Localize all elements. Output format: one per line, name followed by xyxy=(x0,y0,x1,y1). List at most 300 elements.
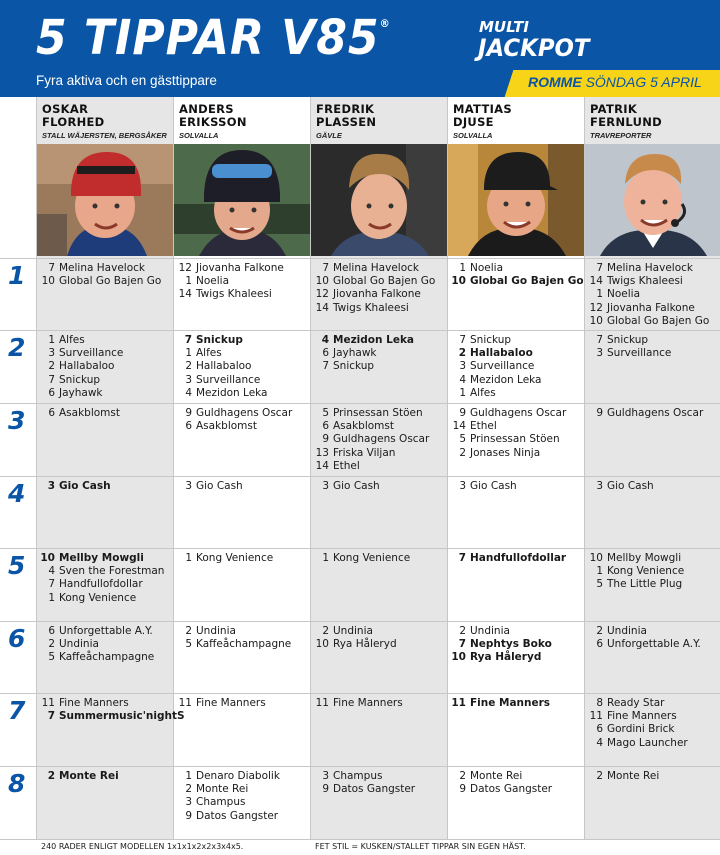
horse-pick xyxy=(312,783,447,796)
tipster-last-name: ERIKSSON xyxy=(179,115,247,129)
horse-pick xyxy=(38,480,173,493)
tips-cell xyxy=(175,552,310,565)
tips-cell xyxy=(586,334,720,360)
horse-name: Twigs Khaleesi xyxy=(333,301,409,314)
horse-name: Undinia xyxy=(607,625,647,637)
start-number: 9 xyxy=(596,407,603,419)
start-number: 1 xyxy=(48,334,55,346)
start-number: 6 xyxy=(596,723,603,736)
start-number: 6 xyxy=(185,420,192,433)
horse-pick xyxy=(312,275,447,288)
start-number: 1 xyxy=(185,552,192,564)
column-divider xyxy=(447,97,448,839)
horse-name: Noelia xyxy=(607,288,641,301)
start-number: 1 xyxy=(459,386,466,399)
horse-name: Snickup xyxy=(196,334,243,346)
horse-name: Champus xyxy=(196,796,246,809)
start-number: 11 xyxy=(451,697,466,709)
horse-pick xyxy=(175,810,310,823)
tips-cell xyxy=(38,697,185,723)
start-number: 14 xyxy=(315,459,329,472)
horse-pick xyxy=(175,360,310,373)
horse-name: Undinia xyxy=(333,625,373,637)
horse-pick xyxy=(38,334,173,347)
tipster-column xyxy=(37,97,174,839)
horse-name: Unforgettable A.Y. xyxy=(59,625,153,637)
horse-name: Datos Gangster xyxy=(333,783,416,796)
start-number: 2 xyxy=(459,446,466,459)
tips-cell xyxy=(449,334,584,400)
horse-pick xyxy=(312,447,447,460)
multi-label: MULTI xyxy=(479,18,529,36)
tipster-last-name: FERNLUND xyxy=(590,115,663,129)
horse-pick xyxy=(312,770,447,783)
row-divider xyxy=(0,403,720,404)
tips-cell xyxy=(38,334,173,400)
horse-name: Noelia xyxy=(196,275,230,288)
start-number: 9 xyxy=(322,783,329,796)
horse-pick xyxy=(449,275,584,288)
horse-pick xyxy=(312,347,447,360)
horse-name: Hallabaloo xyxy=(196,360,252,373)
tips-cell xyxy=(38,262,173,288)
horse-pick xyxy=(586,625,720,638)
start-number: 5 xyxy=(322,407,329,419)
tips-cell xyxy=(312,480,447,493)
horse-pick xyxy=(175,374,310,387)
start-number: 2 xyxy=(458,347,466,360)
start-number: 1 xyxy=(48,591,55,604)
horse-name: Surveillance xyxy=(470,360,535,373)
horse-name: Ready Star xyxy=(607,697,665,709)
horse-pick xyxy=(38,710,185,723)
horse-pick xyxy=(175,420,310,433)
horse-name: Undinia xyxy=(470,625,510,637)
horse-name: Handfullofdollar xyxy=(59,578,143,591)
start-number: 12 xyxy=(315,288,329,301)
start-number: 2 xyxy=(596,625,603,637)
start-number: 14 xyxy=(452,420,466,433)
tips-cell xyxy=(312,262,447,315)
start-number: 9 xyxy=(185,407,192,419)
tips-cell xyxy=(586,480,720,493)
horse-pick xyxy=(586,275,720,288)
start-number: 2 xyxy=(47,770,55,782)
tipster-photo xyxy=(37,144,174,256)
start-number: 10 xyxy=(589,552,603,564)
start-number: 1 xyxy=(322,552,329,564)
horse-name: Mago Launcher xyxy=(607,736,688,749)
start-number: 4 xyxy=(185,386,192,399)
start-number: 4 xyxy=(321,334,329,346)
horse-pick xyxy=(586,638,720,651)
race-number: 4 xyxy=(8,479,26,508)
horse-pick xyxy=(175,552,310,565)
tips-cell xyxy=(449,697,584,710)
horse-pick xyxy=(449,407,584,420)
horse-name: Fine Manners xyxy=(59,697,129,709)
start-number: 1 xyxy=(459,262,466,274)
start-number: 2 xyxy=(322,625,329,637)
horse-pick xyxy=(586,288,720,301)
horse-pick xyxy=(312,262,447,275)
tips-cell xyxy=(175,262,310,302)
horse-pick xyxy=(38,592,173,605)
horse-pick xyxy=(38,360,173,373)
horse-pick xyxy=(449,387,584,400)
tips-cell xyxy=(312,334,447,374)
start-number: 2 xyxy=(185,625,192,637)
horse-name: Kaffeåchampagne xyxy=(196,638,292,651)
tipster-last-name: FLORHED xyxy=(42,115,105,129)
tips-cell xyxy=(175,625,310,651)
tipster-photo xyxy=(585,144,720,256)
horse-name: Jiovanha Falkone xyxy=(196,262,284,274)
horse-name: Surveillance xyxy=(607,347,672,360)
horse-pick xyxy=(449,447,584,460)
start-number: 9 xyxy=(459,407,466,419)
tips-cell xyxy=(449,407,584,460)
horse-pick xyxy=(586,723,720,736)
start-number: 10 xyxy=(40,552,55,564)
horse-pick xyxy=(38,651,173,664)
start-number: 10 xyxy=(451,651,466,664)
horse-name: Mezidon Leka xyxy=(470,373,542,386)
horse-name: Handfullofdollar xyxy=(470,552,567,564)
start-number: 9 xyxy=(322,433,329,446)
jackpot-label: JACKPOT xyxy=(478,34,590,62)
row-divider xyxy=(0,621,720,622)
start-number: 6 xyxy=(322,420,329,433)
horse-name: Hallabaloo xyxy=(59,360,115,373)
tipster-last-name: DJUSE xyxy=(453,115,494,129)
horse-name: Monte Rei xyxy=(196,783,249,796)
horse-name: Snickup xyxy=(607,334,649,346)
tips-cell xyxy=(312,407,447,473)
column-divider xyxy=(584,97,585,839)
horse-pick xyxy=(38,407,173,420)
start-number: 7 xyxy=(596,334,603,346)
start-number: 5 xyxy=(48,651,55,664)
tipster-affiliation: STALL WÄJERSTEN, BERGSÅKER xyxy=(42,131,167,140)
column-divider xyxy=(36,97,37,839)
tipster-name xyxy=(179,103,247,129)
horse-name: Gordini Brick xyxy=(607,723,675,736)
start-number: 11 xyxy=(41,697,55,709)
horse-pick xyxy=(175,796,310,809)
start-number: 4 xyxy=(48,565,55,578)
horse-name: Gio Cash xyxy=(470,480,517,492)
horse-name: Hallabaloo xyxy=(470,347,533,360)
horse-name: Jiovanha Falkone xyxy=(607,301,695,314)
tips-cell xyxy=(312,552,447,565)
horse-pick xyxy=(586,480,720,493)
row-divider xyxy=(0,766,720,767)
horse-name: Guldhagens Oscar xyxy=(196,407,293,419)
horse-pick xyxy=(586,334,720,347)
start-number: 1 xyxy=(596,288,603,301)
horse-name: Jayhawk xyxy=(59,386,103,399)
horse-pick xyxy=(449,638,584,651)
start-number: 11 xyxy=(315,697,329,709)
start-number: 10 xyxy=(41,275,55,288)
horse-name: Undinia xyxy=(196,625,236,637)
horse-pick xyxy=(175,480,310,493)
horse-pick xyxy=(175,387,310,400)
race-number: 7 xyxy=(8,696,26,725)
horse-pick xyxy=(586,710,720,723)
tipster-first-name: MATTIAS xyxy=(453,102,512,116)
tips-cell xyxy=(38,552,173,605)
horse-pick xyxy=(586,737,720,750)
horse-name: Ethel xyxy=(333,459,360,472)
horse-name: Global Go Bajen Go xyxy=(470,275,584,288)
horse-name: Datos Gangster xyxy=(196,809,279,822)
tipster-photo xyxy=(174,144,311,256)
horse-name: Noelia xyxy=(470,262,504,274)
horse-pick xyxy=(175,638,310,651)
horse-name: Global Go Bajen Go xyxy=(607,314,710,327)
horse-pick xyxy=(38,374,173,387)
horse-pick xyxy=(449,347,584,360)
start-number: 2 xyxy=(48,638,55,651)
start-number: 3 xyxy=(48,347,55,360)
horse-pick xyxy=(449,651,584,664)
horse-name: Jonases Ninja xyxy=(470,446,541,459)
row-divider xyxy=(0,476,720,477)
horse-pick xyxy=(175,770,310,783)
tips-cell xyxy=(586,697,720,750)
start-number: 2 xyxy=(459,625,466,637)
start-number: 9 xyxy=(459,783,466,796)
horse-name: Datos Gangster xyxy=(470,783,553,796)
start-number: 3 xyxy=(596,347,603,360)
start-number: 14 xyxy=(589,275,603,288)
start-number: 12 xyxy=(589,301,603,314)
horse-pick xyxy=(586,552,720,565)
horse-name: Jiovanha Falkone xyxy=(333,288,421,301)
tips-cell xyxy=(312,770,447,796)
horse-name: Gio Cash xyxy=(59,480,111,492)
start-number: 5 xyxy=(596,578,603,591)
horse-name: Ethel xyxy=(470,420,497,433)
start-number: 11 xyxy=(178,697,192,709)
start-number: 1 xyxy=(185,770,192,782)
start-number: 1 xyxy=(185,275,192,288)
start-number: 3 xyxy=(185,373,192,386)
horse-name: Snickup xyxy=(333,360,375,373)
footer-bold-legend: FET STIL = KUSKEN/STALLET TIPPAR SIN EGEN HÄST. xyxy=(315,842,526,851)
horse-name: Kong Venience xyxy=(333,552,411,564)
start-number: 8 xyxy=(596,697,603,709)
tipster-name xyxy=(453,103,512,129)
horse-pick xyxy=(449,697,584,710)
track-name: ROMME xyxy=(528,74,582,90)
horse-name: Guldhagens Oscar xyxy=(333,433,430,446)
start-number: 7 xyxy=(458,638,466,651)
horse-name: Mezidon Leka xyxy=(333,334,415,346)
start-number: 4 xyxy=(596,736,603,749)
tipster-first-name: PATRIK xyxy=(590,102,638,116)
horse-name: Kong Venience xyxy=(59,591,137,604)
tips-cell xyxy=(175,770,310,823)
horse-name: Monte Rei xyxy=(470,770,523,782)
tips-cell xyxy=(586,552,720,592)
horse-pick xyxy=(449,262,584,275)
start-number: 2 xyxy=(459,770,466,782)
horse-name: Rya Håleryd xyxy=(470,651,542,664)
horse-name: Alfes xyxy=(470,386,496,399)
tips-cell xyxy=(449,625,584,665)
start-number: 7 xyxy=(184,334,192,346)
race-number: 3 xyxy=(8,406,26,435)
horse-pick xyxy=(38,552,173,565)
horse-pick xyxy=(586,697,720,710)
start-number: 12 xyxy=(178,262,192,274)
horse-name: Gio Cash xyxy=(333,480,380,492)
start-number: 1 xyxy=(596,565,603,578)
horse-name: Fine Manners xyxy=(607,710,677,723)
start-number: 7 xyxy=(48,578,55,591)
horse-name: Prinsessan Stöen xyxy=(470,433,560,446)
start-number: 14 xyxy=(178,288,192,301)
start-number: 6 xyxy=(48,625,55,637)
horse-pick xyxy=(38,347,173,360)
horse-pick xyxy=(175,262,310,275)
horse-pick xyxy=(449,420,584,433)
race-number: 6 xyxy=(8,624,26,653)
tipster-first-name: OSKAR xyxy=(42,102,89,116)
start-number: 2 xyxy=(596,770,603,782)
horse-name: Summermusic'nightS xyxy=(59,710,185,723)
horse-pick xyxy=(449,770,584,783)
horse-pick xyxy=(449,625,584,638)
horse-pick xyxy=(312,334,447,347)
tipster-first-name: ANDERS xyxy=(179,102,234,116)
start-number: 6 xyxy=(48,386,55,399)
horse-name: Mellby Mowgli xyxy=(59,552,144,564)
tips-cell xyxy=(449,480,584,493)
horse-pick xyxy=(38,697,173,710)
start-number: 7 xyxy=(48,262,55,274)
column-divider xyxy=(173,97,174,839)
tipster-first-name: FREDRIK xyxy=(316,102,375,116)
horse-name: Rya Håleryd xyxy=(333,638,397,651)
horse-pick xyxy=(449,480,584,493)
horse-pick xyxy=(312,480,447,493)
horse-name: Champus xyxy=(333,770,383,782)
horse-pick xyxy=(175,783,310,796)
tips-cell xyxy=(312,697,447,710)
tips-cell xyxy=(38,770,173,783)
horse-name: Mellby Mowgli xyxy=(607,552,682,564)
tips-cell xyxy=(38,480,173,493)
horse-name: Mezidon Leka xyxy=(196,386,268,399)
horse-pick xyxy=(586,578,720,591)
horse-name: Friska Viljan xyxy=(333,446,396,459)
race-info xyxy=(528,74,702,90)
row-divider xyxy=(0,548,720,549)
horse-name: Asakblomst xyxy=(196,420,257,433)
horse-name: Surveillance xyxy=(196,373,261,386)
tipster-name xyxy=(590,103,662,129)
start-number: 6 xyxy=(322,347,329,360)
start-number: 7 xyxy=(322,360,329,373)
horse-pick xyxy=(175,334,310,347)
horse-pick xyxy=(449,360,584,373)
horse-pick xyxy=(586,770,720,783)
horse-pick xyxy=(449,374,584,387)
start-number: 3 xyxy=(47,480,55,492)
horse-pick xyxy=(312,638,447,651)
horse-name: Melina Havelock xyxy=(333,262,419,274)
horse-name: Global Go Bajen Go xyxy=(59,275,162,288)
race-date: SÖNDAG 5 APRIL xyxy=(585,74,702,90)
start-number: 3 xyxy=(185,796,192,809)
header-banner xyxy=(0,0,720,97)
horse-pick xyxy=(38,638,173,651)
horse-name: Guldhagens Oscar xyxy=(607,407,704,419)
start-number: 7 xyxy=(458,552,466,564)
footer xyxy=(0,839,720,855)
horse-name: Asakblomst xyxy=(59,407,120,419)
horse-name: Kong Venience xyxy=(607,565,685,578)
tipster-name xyxy=(316,103,376,129)
tipster-name xyxy=(42,103,105,129)
horse-pick xyxy=(312,552,447,565)
row-divider xyxy=(0,258,720,259)
horse-pick xyxy=(38,275,173,288)
horse-name: Melina Havelock xyxy=(607,262,693,274)
start-number: 7 xyxy=(322,262,329,274)
start-number: 10 xyxy=(451,275,466,288)
tipster-last-name: PLASSEN xyxy=(316,115,377,129)
tips-cell xyxy=(449,552,584,565)
horse-pick xyxy=(586,262,720,275)
horse-name: Melina Havelock xyxy=(59,262,145,274)
horse-name: Snickup xyxy=(59,373,101,386)
horse-pick xyxy=(449,783,584,796)
row-divider xyxy=(0,330,720,331)
race-number: 5 xyxy=(8,551,26,580)
start-number: 7 xyxy=(47,710,55,723)
tips-cell xyxy=(38,625,173,665)
horse-name: Denaro Diabolik xyxy=(196,770,280,782)
start-number: 6 xyxy=(596,638,603,651)
horse-name: Alfes xyxy=(196,347,222,360)
start-number: 5 xyxy=(185,638,192,651)
tips-cell xyxy=(38,407,173,420)
horse-pick xyxy=(586,315,720,328)
tips-cell xyxy=(586,262,720,328)
horse-pick xyxy=(38,770,173,783)
horse-pick xyxy=(312,288,447,301)
tipster-affiliation: SOLVALLA xyxy=(179,131,219,140)
horse-name: Gio Cash xyxy=(607,480,654,492)
horse-pick xyxy=(38,565,173,578)
tips-cell xyxy=(586,770,720,783)
horse-pick xyxy=(175,697,310,710)
start-number: 10 xyxy=(315,275,329,288)
column-divider xyxy=(310,97,311,839)
tips-cell xyxy=(449,262,584,288)
horse-name: Fine Manners xyxy=(196,697,266,709)
horse-pick xyxy=(586,565,720,578)
tipster-photo xyxy=(448,144,585,256)
horse-pick xyxy=(175,347,310,360)
horse-name: Monte Rei xyxy=(59,770,119,782)
start-number: 1 xyxy=(185,347,192,360)
